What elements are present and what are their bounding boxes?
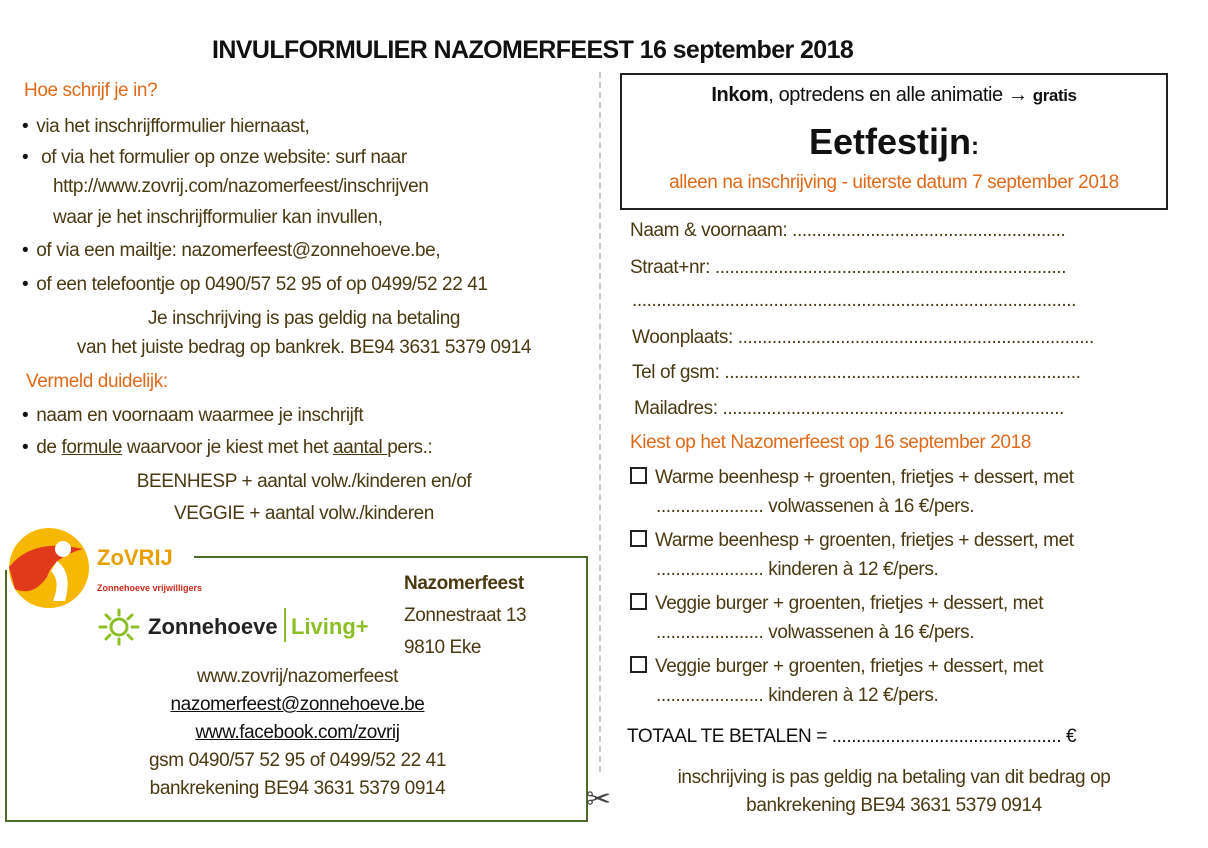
name-field[interactable]: Naam & voornaam: ........................................................ xyxy=(630,220,1066,241)
address-extra-field[interactable]: ........................................................................................... xyxy=(632,290,1076,311)
list-item: • de formule waarvoor je kiest met het aantal pers.: xyxy=(22,437,432,459)
zovrij-logo-text: ZoVRIJ xyxy=(97,545,173,570)
menu-option-1-quantity[interactable]: ...................... volwassenen à 16 €/pers. xyxy=(656,496,975,517)
validity-note-1: Je inschrijving is pas geldig na betaling xyxy=(147,308,461,329)
payment-note-1: inschrijving is pas geldig na betaling van dit bedrag op xyxy=(677,767,1111,788)
website-url[interactable]: http://www.zovrij.com/nazomerfeest/inschrijven xyxy=(53,176,429,197)
heading-mention-clearly: Vermeld duidelijk: xyxy=(26,371,168,392)
zovrij-logo-icon xyxy=(3,527,95,609)
street-field[interactable]: Straat+nr: ........................................................................ xyxy=(630,257,1067,278)
choose-heading: Kiest op het Nazomerfeest op 16 september 2018 xyxy=(630,432,1031,453)
list-item: • via het inschrijfformulier hiernaast, xyxy=(22,116,309,138)
eetfestijn-heading: Eetfestijn: xyxy=(808,121,980,162)
checkbox-icon[interactable] xyxy=(630,530,647,547)
list-item: • naam en voornaam waarmee je inschrijft xyxy=(22,405,363,427)
logo-divider xyxy=(284,608,286,642)
list-item: • of via een mailtje: nazomerfeest@zonnehoeve.be, xyxy=(22,240,440,262)
list-item: • of via het formulier op onze website: surf naar xyxy=(22,147,407,169)
cut-line xyxy=(599,72,601,772)
list-item-continuation: waar je het inschrijfformulier kan invullen, xyxy=(53,207,383,228)
registration-deadline: alleen na inschrijving - uiterste datum 7 september 2018 xyxy=(669,172,1119,193)
scissors-icon: ✂ xyxy=(586,783,612,816)
city-field[interactable]: Woonplaats: ......................................................................... xyxy=(632,327,1094,348)
menu-option-3-quantity[interactable]: ...................... volwassenen à 16 €/pers. xyxy=(656,622,975,643)
checkbox-icon[interactable] xyxy=(630,467,647,484)
entrance-free-line: Inkom, optredens en alle animatie → gratis xyxy=(711,84,1077,106)
mail-field[interactable]: Mailadres: ...................................................................... xyxy=(634,398,1065,419)
total-field[interactable]: TOTAAL TE BETALEN = ............................................... € xyxy=(627,726,1077,747)
sun-icon xyxy=(94,607,144,647)
option-veggie: VEGGIE + aantal volw./kinderen xyxy=(174,503,434,524)
menu-option-4-quantity[interactable]: ...................... kinderen à 12 €/pers. xyxy=(656,685,939,706)
menu-option-4[interactable]: Veggie burger + groenten, frietjes + dessert, met xyxy=(630,656,1043,678)
menu-option-2-quantity[interactable]: ...................... kinderen à 12 €/pers. xyxy=(656,559,939,580)
menu-option-3[interactable]: Veggie burger + groenten, frietjes + dessert, met xyxy=(630,593,1043,615)
email-link[interactable]: nazomerfeest@zonnehoeve.be xyxy=(170,694,425,715)
website-link[interactable]: www.zovrij/nazomerfeest xyxy=(197,666,398,687)
zovrij-logo-subtitle: Zonnehoeve vrijwilligers xyxy=(97,583,203,593)
heading-how-to-register: Hoe schrijf je in? xyxy=(24,80,158,101)
menu-option-1[interactable]: Warme beenhesp + groenten, frietjes + dessert, met xyxy=(630,467,1074,489)
checkbox-icon[interactable] xyxy=(630,593,647,610)
validity-note-2: van het juiste bedrag op bankrek. BE94 3631 5379 0914 xyxy=(76,337,532,358)
address-name: Nazomerfeest xyxy=(404,573,524,594)
address-street: Zonnestraat 13 xyxy=(404,605,527,626)
arrow-right-icon: → xyxy=(1007,84,1028,106)
address-city: 9810 Eke xyxy=(404,637,482,658)
menu-option-2[interactable]: Warme beenhesp + groenten, frietjes + dessert, met xyxy=(630,530,1074,552)
bank-account: bankrekening BE94 3631 5379 0914 xyxy=(149,778,446,799)
living-plus-logo-text: Living+ xyxy=(291,614,369,639)
payment-note-2: bankrekening BE94 3631 5379 0914 xyxy=(746,795,1042,816)
page-title: INVULFORMULIER NAZOMERFEEST 16 september 2018 xyxy=(212,36,854,64)
facebook-link[interactable]: www.facebook.com/zovrij xyxy=(195,722,400,743)
phone-field[interactable]: Tel of gsm: ......................................................................... xyxy=(632,362,1081,383)
gsm-numbers: gsm 0490/57 52 95 of 0499/52 22 41 xyxy=(149,750,446,771)
option-beenhesp: BEENHESP + aantal volw./kinderen en/of xyxy=(136,471,472,492)
checkbox-icon[interactable] xyxy=(630,656,647,673)
zonnehoeve-logo-text: Zonnehoeve xyxy=(148,614,278,639)
list-item: • of een telefoontje op 0490/57 52 95 of op 0499/52 22 41 xyxy=(22,274,488,296)
